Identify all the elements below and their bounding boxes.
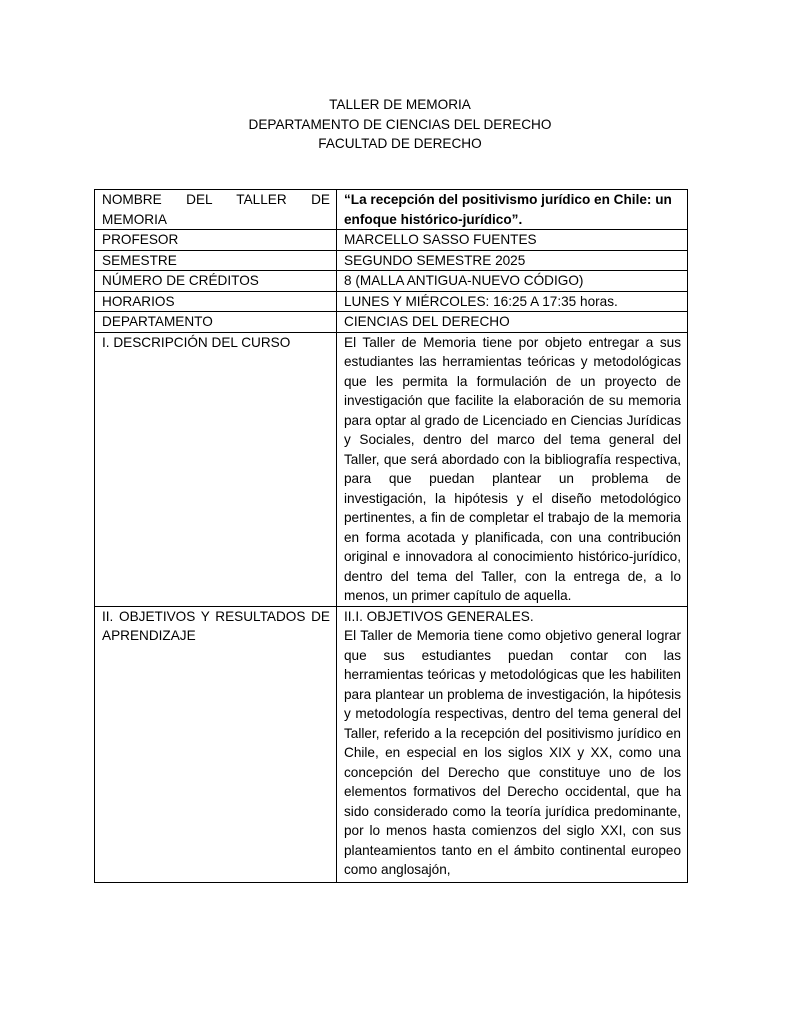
table-row (95, 271, 688, 292)
table-row (95, 312, 688, 333)
header-faculty: FACULTAD DE DERECHO (318, 136, 482, 151)
document-header (0, 95, 800, 154)
row-value-objectives (337, 606, 688, 882)
table-row (95, 606, 688, 882)
objectives-subheading: II.I. OBJETIVOS GENERALES. (344, 608, 534, 624)
row-value-credits: 8 (MALLA ANTIGUA-NUEVO CÓDIGO) (337, 271, 688, 292)
row-value-department: CIENCIAS DEL DERECHO (337, 312, 688, 333)
table-row (95, 230, 688, 251)
row-label-professor: PROFESOR (95, 230, 337, 251)
row-value-professor: MARCELLO SASSO FUENTES (337, 230, 688, 251)
row-value-semester: SEGUNDO SEMESTRE 2025 (337, 250, 688, 271)
course-info-table (94, 189, 688, 883)
row-value-course-description: El Taller de Memoria tiene por objeto entregar a sus estudiantes las herramientas teóricas y metodológicas que les permita la formulación de un proyecto de investigación que facilite la elaboración de su memoria para optar al grado de Licenciado en Ciencias Jurídicas y Sociales, dentro del marco del tema general del Taller, que será abordado con la bibliografía respectiva, para que puedan plantear un problema de investigación, la hipótesis y el diseño metodológico pertinentes, a fin de completar el trabajo de la memoria en forma acotada y planificada, con una contribución original e innovadora al conocimiento histórico-jurídico, dentro del tema del Taller, con la entrega de, a lo menos, un primer capítulo de aquella. (337, 332, 688, 606)
row-label-course-description: I. DESCRIPCIÓN DEL CURSO (95, 332, 337, 606)
objectives-general-text: El Taller de Memoria tiene como objetivo general lograr que sus estudiantes puedan contar con las herramientas teóricas y metodológicas que les habiliten para plantear un problema de investigación, la hipótesis y metodología respectivas, dentro del tema general del Taller, referido a la recepción del positivismo jurídico en Chile, en especial en los siglos XIX y XX, como una concepción del Derecho que constituye uno de los elementos formativos del Derecho occidental, que ha sido considerado como la teoría jurídica predominante, por lo menos hasta comienzos del siglo XXI, con sus planteamientos tanto en el ámbito continental europeo como anglosajón, (344, 628, 681, 877)
table-row (95, 332, 688, 606)
row-value-schedule: LUNES Y MIÉRCOLES: 16:25 A 17:35 horas. (337, 291, 688, 312)
row-label-semester: SEMESTRE (95, 250, 337, 271)
row-value-workshop-name: “La recepción del positivismo jurídico en Chile: un enfoque histórico-jurídico”. (337, 190, 688, 230)
row-label-credits: NÚMERO DE CRÉDITOS (95, 271, 337, 292)
row-label-department: DEPARTAMENTO (95, 312, 337, 333)
table-row (95, 291, 688, 312)
row-label-objectives: II. OBJETIVOS Y RESULTADOS DE APRENDIZAJE (95, 606, 337, 882)
header-department: DEPARTAMENTO DE CIENCIAS DEL DERECHO (248, 116, 552, 132)
table-row (95, 250, 688, 271)
header-title: TALLER DE MEMORIA (329, 97, 471, 112)
row-label-workshop-name: NOMBRE DEL TALLER DE MEMORIA (95, 190, 337, 230)
table-row (95, 190, 688, 230)
row-label-schedule: HORARIOS (95, 291, 337, 312)
